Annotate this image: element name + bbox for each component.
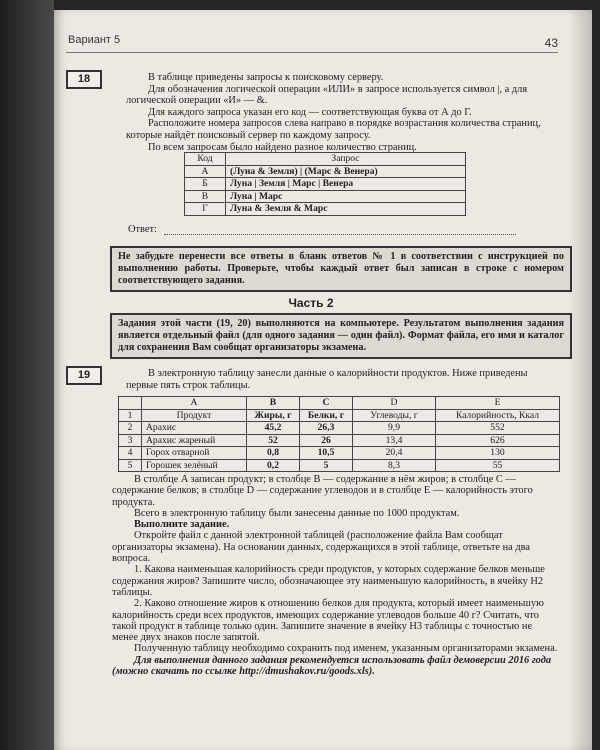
table-row bbox=[185, 165, 466, 178]
header-divider bbox=[66, 52, 558, 53]
table-cell: 130 bbox=[436, 447, 560, 460]
table-cell: 5 bbox=[300, 459, 353, 472]
query-table bbox=[184, 152, 466, 216]
task-18-para-2: Для обозначения логической операции «ИЛИ» в запросе используется символ |, а для логической операции «И» — &. bbox=[126, 83, 528, 107]
table-row bbox=[185, 203, 466, 216]
table-header-cell: C bbox=[300, 397, 353, 410]
table-cell: 0,2 bbox=[247, 459, 300, 472]
task-18-para-3: Для каждого запроса указан его код — соответствующая буква от А до Г. bbox=[148, 106, 472, 118]
table-row bbox=[119, 409, 560, 422]
document-page bbox=[54, 10, 592, 750]
table-cell: 52 bbox=[247, 434, 300, 447]
variant-label: Вариант 5 bbox=[68, 34, 121, 46]
task-19-para-7: Полученную таблицу необходимо сохранить под именем, указанным организаторами экзамена. bbox=[134, 643, 558, 655]
table-cell: Б bbox=[185, 178, 226, 191]
table-row bbox=[119, 447, 560, 460]
table-cell: Углеводы, г bbox=[353, 409, 436, 422]
task-19-text bbox=[112, 474, 558, 677]
table-cell: 13,4 bbox=[353, 434, 436, 447]
table-cell: 552 bbox=[436, 422, 560, 435]
table-cell: Г bbox=[185, 203, 226, 216]
table-cell: 4 bbox=[119, 447, 142, 460]
table-cell: 20,4 bbox=[353, 447, 436, 460]
task-19-para-3: Выполните задание. bbox=[134, 519, 230, 531]
table-cell: 45,2 bbox=[247, 422, 300, 435]
table-cell: 3 bbox=[119, 434, 142, 447]
table-header-cell: A bbox=[142, 397, 247, 410]
table-header-cell: Код bbox=[185, 153, 226, 166]
task-19-number: 19 bbox=[66, 366, 102, 385]
part-2-title: Часть 2 bbox=[288, 296, 334, 310]
table-cell: Горошек зелёный bbox=[142, 459, 247, 472]
table-cell: 10,5 bbox=[300, 447, 353, 460]
table-cell: Луна | Земля | Марс | Венера bbox=[226, 178, 466, 191]
table-cell: Луна & Земля & Марс bbox=[226, 203, 466, 216]
table-cell: 0,8 bbox=[247, 447, 300, 460]
table-row bbox=[185, 153, 466, 166]
part-2-notice: Задания этой части (19, 20) выполняются на компьютере. Результатом выполнения задания является отдельный файл (для одного задания — один файл). Формат файла, его имя и каталог для сохранения Вам сообщат организаторы экзамена. bbox=[110, 313, 572, 359]
task-18-para-5: По всем запросам было найдено разное количество страниц. bbox=[148, 141, 417, 153]
table-header-cell: D bbox=[353, 397, 436, 410]
task-18-text bbox=[126, 72, 554, 153]
table-cell: 55 bbox=[436, 459, 560, 472]
table-cell: Продукт bbox=[142, 409, 247, 422]
task-19-para-2: Всего в электронную таблицу были занесены данные по 1000 продуктам. bbox=[134, 507, 460, 519]
page-edge-shadow bbox=[568, 10, 592, 750]
table-cell: Белки, г bbox=[300, 409, 353, 422]
book-spine bbox=[0, 0, 54, 750]
page-number: 43 bbox=[544, 36, 558, 50]
table-header-cell: Запрос bbox=[226, 153, 466, 166]
table-cell: 5 bbox=[119, 459, 142, 472]
task-19-para-1: В столбце A записан продукт; в столбце B — содержание в нём жиров; в столбце C — содержание белков; в столбце D — содержание углеводов и в столбце E — калорийность этого продукта. bbox=[112, 474, 533, 508]
table-row bbox=[119, 434, 560, 447]
table-cell: 26,3 bbox=[300, 422, 353, 435]
calorie-table bbox=[118, 396, 560, 472]
task-19-para-4: Откройте файл с данной электронной таблицей (расположение файла Вам сообщат организаторы экзамена). На основании данных, содержащихся в этой таблице, ответьте на два вопроса. bbox=[112, 530, 531, 565]
table-cell: 626 bbox=[436, 434, 560, 447]
table-row bbox=[119, 397, 560, 410]
table-cell: Арахис жареный bbox=[142, 434, 247, 447]
table-row bbox=[185, 178, 466, 191]
table-header-cell: E bbox=[436, 397, 560, 410]
table-row bbox=[185, 190, 466, 203]
answer-label: Ответ: bbox=[128, 224, 157, 235]
task-18-para-4: Расположите номера запросов слева направо в порядке возрастания количества страниц, которые найдёт поисковый сервер по каждому запросу. bbox=[126, 118, 541, 141]
table-cell: (Луна & Земля) | (Марс & Венера) bbox=[226, 165, 466, 178]
table-cell: Луна | Марс bbox=[226, 190, 466, 203]
table-cell: 1 bbox=[119, 409, 142, 422]
table-cell: В bbox=[185, 190, 226, 203]
table-header-cell: B bbox=[247, 397, 300, 410]
task-19-intro: В электронную таблицу занесли данные о калорийности продуктов. Ниже приведены первые пять строк таблицы. bbox=[126, 368, 528, 391]
table-cell: 2 bbox=[119, 422, 142, 435]
table-row bbox=[119, 459, 560, 472]
table-row bbox=[119, 422, 560, 435]
task-19-para-5: 1. Какова наименьшая калорийность среди продуктов, у которых содержание белков меньше содержания жиров? Запишите число, обозначающее эту наименьшую калорийность, в ячейку H2 таблицы. bbox=[112, 564, 545, 598]
task-19-para-6: 2. Каково отношение жиров к отношению белков для продукта, который имеет наименьшую калорийность среди всех продуктов, имеющих содержание углеводов больше 40 г? Считать, что такой продукт в таблице только один. Запишите значение в ячейку H3 таблицы с точностью не менее двух знаков после запятой. bbox=[112, 598, 544, 644]
table-cell: Арахис bbox=[142, 422, 247, 435]
table-cell: 9,9 bbox=[353, 422, 436, 435]
table-cell: 8,3 bbox=[353, 459, 436, 472]
table-cell: Жиры, г bbox=[247, 409, 300, 422]
transfer-answers-notice: Не забудьте перенести все ответы в бланк ответов № 1 в соответствии с инструкцией по выполнению работы. Проверьте, чтобы каждый ответ был записан в строке с номером соответствующего задания. bbox=[110, 246, 572, 292]
table-cell: 26 bbox=[300, 434, 353, 447]
table-header-cell bbox=[119, 397, 142, 410]
task-18-para-1: В таблице приведены запросы к поисковому серверу. bbox=[148, 72, 384, 83]
answer-line[interactable] bbox=[164, 234, 516, 235]
task-18-number: 18 bbox=[66, 70, 102, 89]
table-cell: Горох отварной bbox=[142, 447, 247, 460]
task-19-para-8: Для выполнения данного задания рекомендуется использовать файл демоверсии 2016 года (можно скачать по ссылке http://dmushakov.ru/goods.xls). bbox=[112, 654, 552, 678]
table-cell: А bbox=[185, 165, 226, 178]
table-cell: Калорийность, Ккал bbox=[436, 409, 560, 422]
